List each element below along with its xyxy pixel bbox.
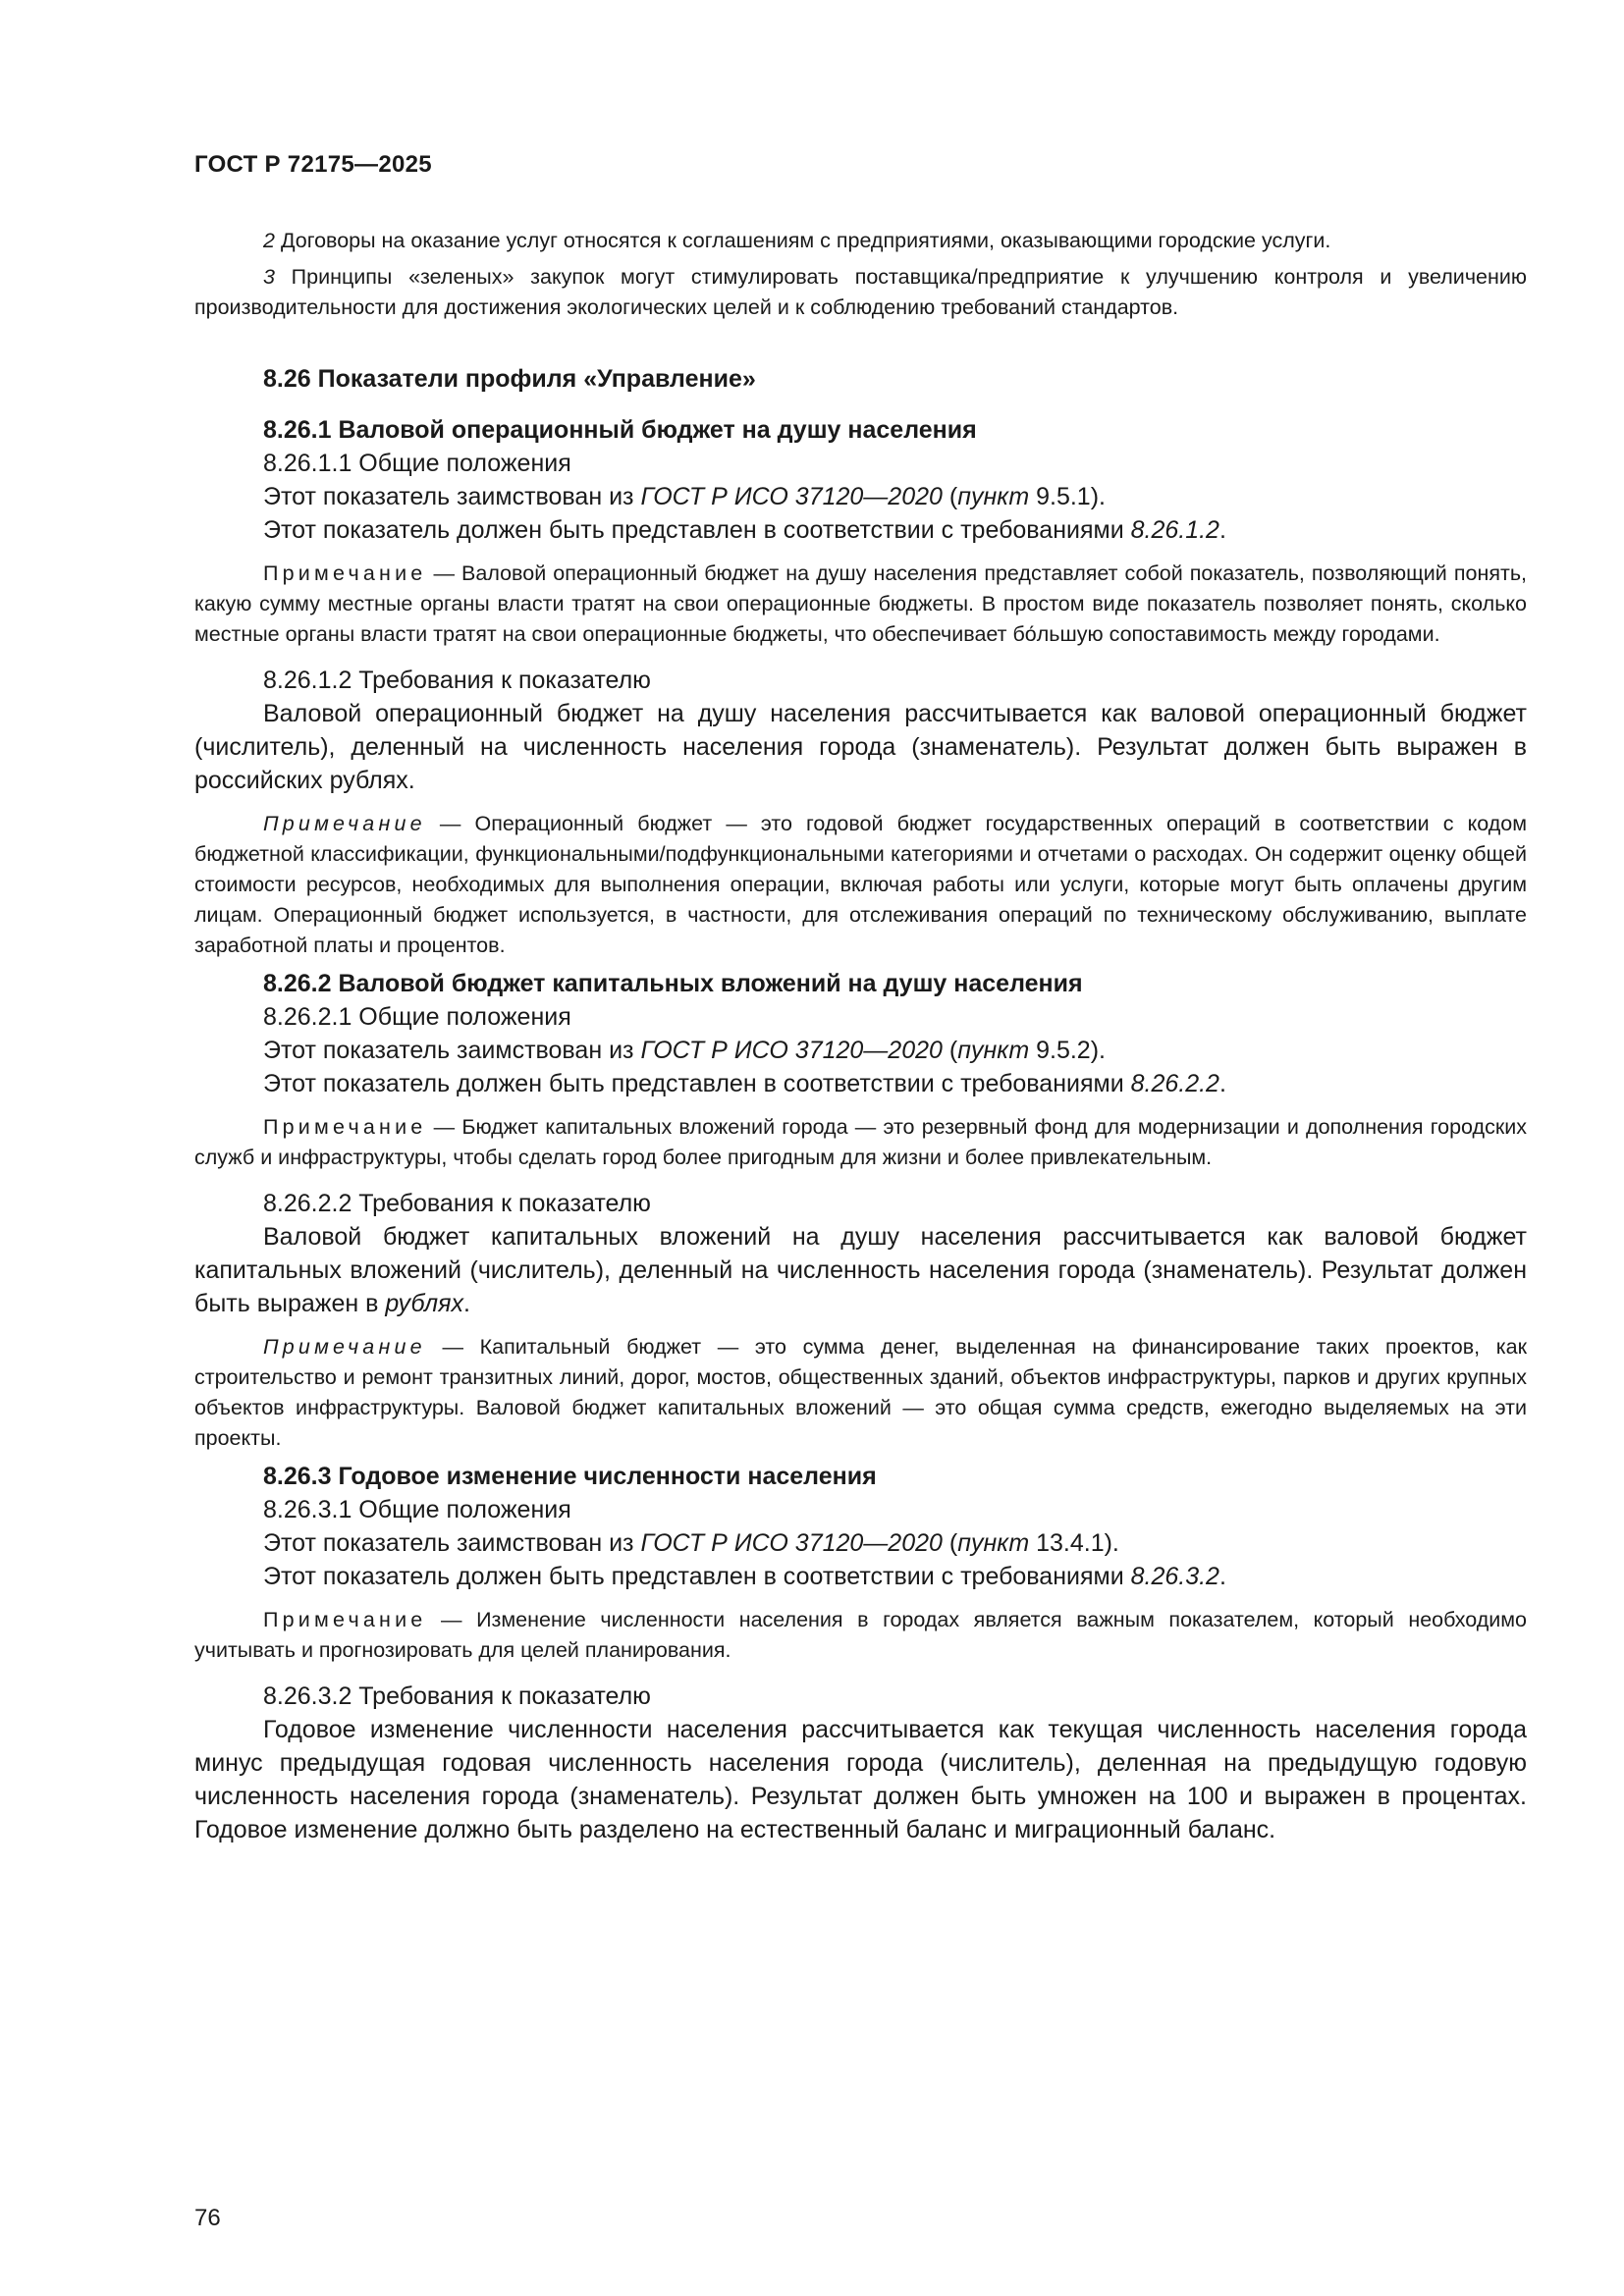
note-label: Примечание: [263, 1115, 427, 1139]
s1-borrowed-ref: ГОСТ Р ИСО 37120—2020: [640, 483, 943, 510]
s1-req-ref: 8.26.1.2: [1130, 516, 1219, 544]
s2-sub1: 8.26.2.1 Общие положения: [263, 1003, 571, 1031]
s3-sub2: 8.26.3.2 Требования к показателю: [263, 1682, 651, 1710]
note-label: Примечание: [263, 561, 427, 585]
s2-sub2: 8.26.2.2 Требования к показателю: [263, 1190, 651, 1217]
s2-borrowed-ref: ГОСТ Р ИСО 37120—2020: [640, 1037, 943, 1064]
s2-calc: Валовой бюджет капитальных вложений на душу населения рассчитывается как валовой бюджет капитальных вложений (числитель), деленный на численность населения города (знаменатель). Результат должен быть выражен в рублях.: [194, 1223, 1527, 1317]
section-8-26-heading: 8.26 Показатели профиля «Управление»: [263, 365, 756, 393]
section-8-26-1-heading: 8.26.1 Валовой операционный бюджет на душу населения: [263, 416, 977, 444]
s3-calc: Годовое изменение численности населения рассчитывается как текущая численность населения города минус предыдущая годовая численность населения города (числитель), деленная на предыдущую годовую численность населения города (знаменатель). Результат должен быть умножен на 100 и выражен в процентах. Годовое изменение должно быть разделено на естественный баланс и миграционный баланс.: [194, 1716, 1527, 1843]
s1-calc: Валовой операционный бюджет на душу населения рассчитывается как валовой операционный бюджет (числитель), деленный на численность населения города (знаменатель). Результат должен быть выражен в российских рублях.: [194, 700, 1527, 794]
intro-note-2-text: Договоры на оказание услуг относятся к соглашениям с предприятиями, оказывающими городские услуги.: [280, 229, 1331, 252]
s1-note1: Примечание — Валовой операционный бюджет на душу населения представляет собой показатель, позволяющий понять, какую сумму местные органы власти тратят на свои операционные бюджеты. В простом виде показатель позволяет понять, сколько местные органы власти тратят на свои операционные бюджеты, что обеспечивает бо́льшую сопоставимость между городами.: [194, 561, 1527, 646]
section-8-26-3-heading: 8.26.3 Годовое изменение численности населения: [263, 1463, 877, 1490]
s3-borrowed-ref: ГОСТ Р ИСО 37120—2020: [640, 1529, 943, 1557]
intro-note-3: [194, 262, 1527, 323]
note-label: Примечание: [263, 812, 426, 835]
document-header: ГОСТ Р 72175—2025: [194, 151, 432, 178]
s1-sub2: 8.26.1.2 Требования к показателю: [263, 667, 651, 694]
s1-requirement: Этот показатель должен быть представлен в соответствии с требованиями 8.26.1.2.: [263, 516, 1226, 544]
s3-sub1: 8.26.3.1 Общие положения: [263, 1496, 571, 1523]
page-number: 76: [194, 2205, 221, 2231]
section-8-26-2-heading: 8.26.2 Валовой бюджет капитальных вложений на душу населения: [263, 970, 1083, 997]
intro-note-2-num: 2: [263, 229, 275, 252]
document-body: [194, 226, 1527, 1846]
note-label: Примечание: [263, 1335, 426, 1359]
s3-requirement: Этот показатель должен быть представлен в соответствии с требованиями 8.26.3.2.: [263, 1563, 1226, 1590]
s2-borrowed: Этот показатель заимствован из ГОСТ Р ИСО 37120—2020 (пункт 9.5.2).: [263, 1037, 1106, 1064]
s1-sub1: 8.26.1.1 Общие положения: [263, 450, 571, 477]
s1-note2: Примечание — Операционный бюджет — это годовой бюджет государственных операций в соответствии с кодом бюджетной классификации, функциональными/подфункциональными категориями и отчетами о расходах. Он содержит оценку общей стоимости ресурсов, необходимых для выполнения операции, включая работы или услуги, которые могут быть оплачены другим лицам. Операционный бюджет используется, в частности, для отслеживания операций по техническому обслуживанию, выплате заработной платы и процентов.: [194, 812, 1527, 957]
s3-borrowed: Этот показатель заимствован из ГОСТ Р ИСО 37120—2020 (пункт 13.4.1).: [263, 1529, 1119, 1557]
intro-note-3-text: Принципы «зеленых» закупок могут стимулировать поставщика/предприятие к улучшению контроля и увеличению производительности для достижения экологических целей и к соблюдению требований стандартов.: [194, 265, 1527, 319]
s3-req-ref: 8.26.3.2: [1130, 1563, 1219, 1590]
s2-note1: Примечание — Бюджет капитальных вложений города — это резервный фонд для модернизации и дополнения городских служб и инфраструктуры, чтобы сделать город более пригодным для жизни и более привлекательным.: [194, 1115, 1527, 1169]
intro-note-2: [194, 226, 1527, 256]
intro-note-3-num: 3: [263, 265, 275, 289]
s3-note1: Примечание — Изменение численности населения в городах является важным показателем, который необходимо учитывать и прогнозировать для целей планирования.: [194, 1608, 1527, 1662]
note-label: Примечание: [263, 1608, 427, 1631]
s2-note2: Примечание — Капитальный бюджет — это сумма денег, выделенная на финансирование таких проектов, как строительство и ремонт транзитных линий, дорог, мостов, общественных зданий, объектов инфраструктуры, парков и других крупных объектов инфраструктуры. Валовой бюджет капитальных вложений — это общая сумма средств, ежегодно выделяемых на эти проекты.: [194, 1335, 1527, 1450]
s1-borrowed: Этот показатель заимствован из ГОСТ Р ИСО 37120—2020 (пункт 9.5.1).: [263, 483, 1106, 510]
s2-requirement: Этот показатель должен быть представлен в соответствии с требованиями 8.26.2.2.: [263, 1070, 1226, 1097]
s2-req-ref: 8.26.2.2: [1130, 1070, 1219, 1097]
